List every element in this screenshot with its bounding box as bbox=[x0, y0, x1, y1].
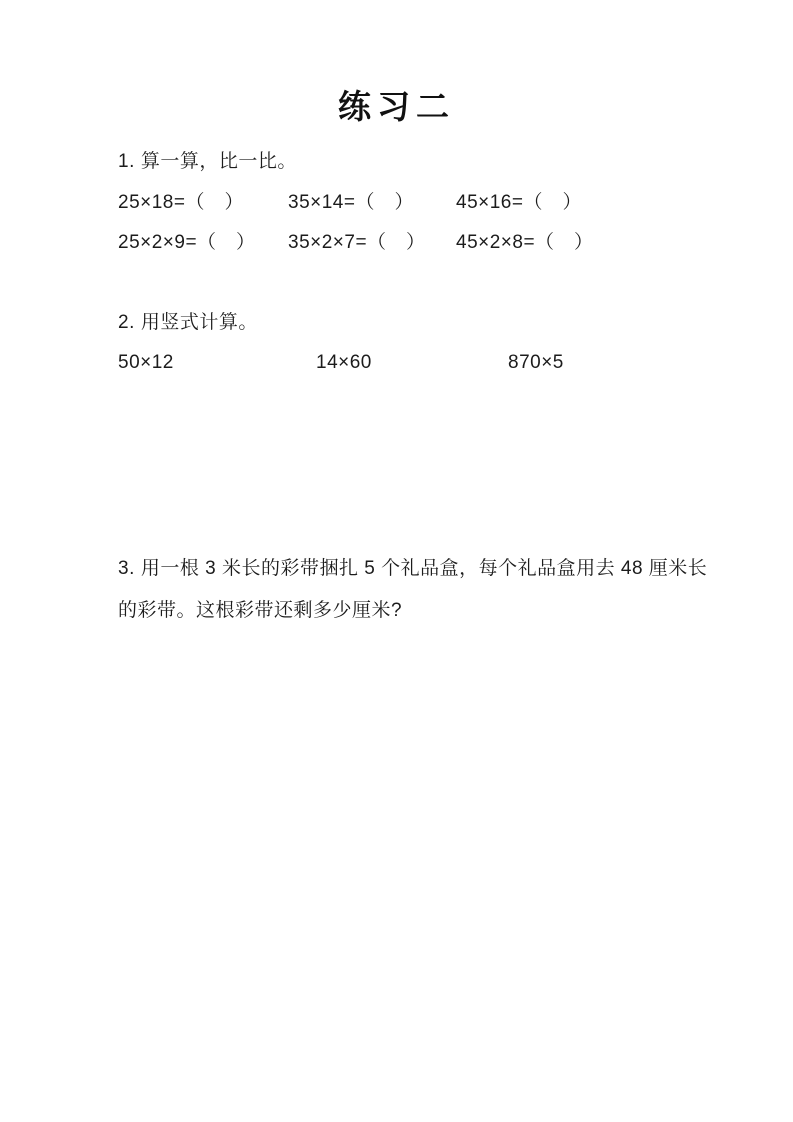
problem-2-heading bbox=[118, 313, 258, 332]
equation-45x16: 45×16=（ ） bbox=[456, 192, 582, 213]
expression-870x5: 870×5 bbox=[508, 352, 564, 373]
equation-35x14: 35×14=（ ） bbox=[288, 192, 414, 213]
problem-3-line2: 的彩带。这根彩带还剩多少厘米? bbox=[118, 600, 403, 621]
equation-35x2x7: 35×2×7=（ ） bbox=[288, 232, 426, 253]
page-title: 练习二 bbox=[338, 88, 455, 125]
equation-45x2x8: 45×2×8=（ ） bbox=[456, 232, 594, 253]
expression-50x12: 50×12 bbox=[118, 352, 174, 373]
equation-25x2x9: 25×2×9=（ ） bbox=[118, 232, 256, 253]
problem-3-line1 bbox=[118, 559, 707, 578]
problem-2-number: 2. bbox=[118, 312, 135, 333]
expression-14x60: 14×60 bbox=[316, 352, 372, 373]
problem-1-number: 1. bbox=[118, 151, 135, 172]
problem-2-prompt: 用竖式计算。 bbox=[140, 312, 258, 333]
problem-1-heading bbox=[118, 152, 297, 171]
equation-25x18: 25×18=（ ） bbox=[118, 192, 244, 213]
problem-3-text-line1: 用一根 3 米长的彩带捆扎 5 个礼品盒，每个礼品盒用去 48 厘米长 bbox=[140, 558, 708, 579]
problem-1-prompt: 算一算，比一比。 bbox=[140, 151, 297, 172]
problem-3-number: 3. bbox=[118, 558, 135, 579]
